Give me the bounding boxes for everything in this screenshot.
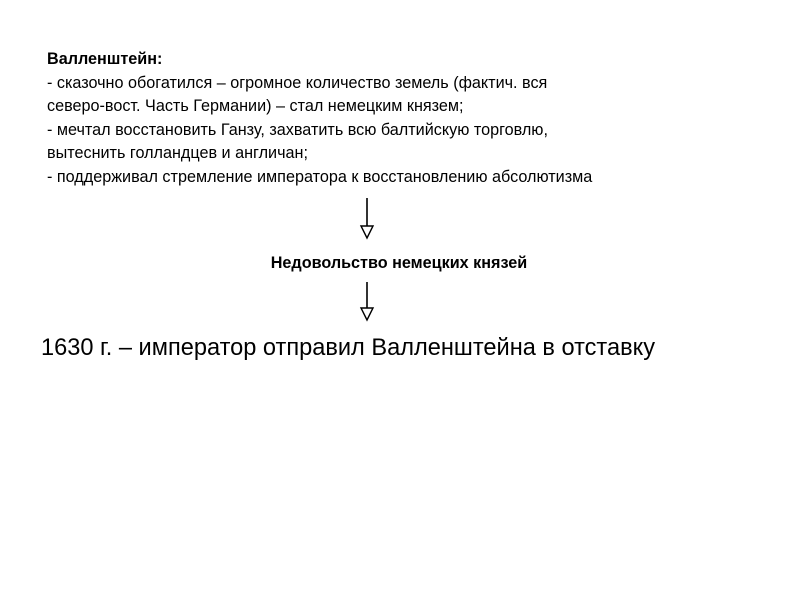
cause-line-4: вытеснить голландцев и англичан; <box>47 144 308 162</box>
down-arrow-2 <box>358 282 376 322</box>
arrow-down-icon <box>358 282 376 322</box>
cause-line-3: - мечтал восстановить Ганзу, захватить всю балтийскую торговлю, <box>47 120 548 139</box>
arrow-down-icon <box>358 198 376 240</box>
result-text: 1630 г. – император отправил Валленштейна в отставку <box>41 335 656 361</box>
heading-wallenstein: Валленштейн: <box>47 50 163 68</box>
effect-text <box>0 252 800 274</box>
down-arrow-1 <box>358 198 376 240</box>
cause-line-2: северо-вост. Часть Германии) – стал немецким князем; <box>47 97 464 115</box>
cause-line-1: - сказочно обогатился – огромное количество земель (фактич. вся <box>47 73 548 92</box>
cause-text-block <box>47 48 767 189</box>
effect-label: Недовольство немецких князей <box>270 254 528 272</box>
cause-line-5: - поддерживал стремление императора к восстановлению абсолютизма <box>47 167 593 186</box>
